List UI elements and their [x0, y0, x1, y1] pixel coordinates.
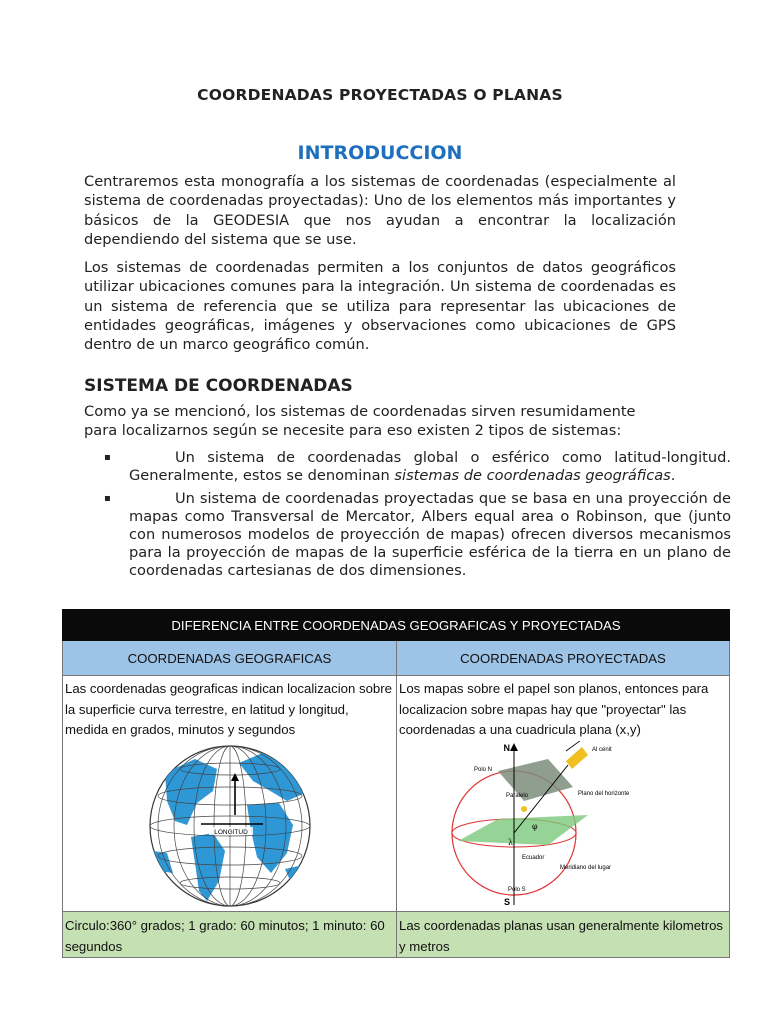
south-pole-label: Polo S	[508, 886, 526, 893]
projected-description: Los mapas sobre el papel son planos, entonces para localizacion sobre mapas hay que "proyectar" las coordenadas a una cuadricula plana (x,y)	[399, 681, 709, 737]
parallel-label: Paralelo	[506, 792, 529, 799]
globe-illustration	[147, 741, 313, 911]
bullet-marker: ▪	[104, 452, 111, 463]
comparison-table	[62, 609, 730, 958]
intro-heading: INTRODUCCION	[297, 142, 463, 164]
column-header-projected: COORDENADAS PROYECTADAS	[397, 641, 730, 676]
column-header-geographic: COORDENADAS GEOGRAFICAS	[63, 641, 397, 676]
projected-description-cell	[397, 676, 730, 912]
globe-longitude-label: LONGITUD	[213, 828, 248, 836]
section-heading: SISTEMA DE COORDENADAS	[84, 376, 353, 396]
phi-label: φ	[532, 821, 538, 831]
geographic-footer-cell: Circulo:360° grados; 1 grado: 60 minutos; 1 minuto: 60 segundos	[63, 911, 397, 957]
lambda-label: λ	[508, 837, 514, 847]
north-pole-label: Polo N	[474, 766, 493, 773]
cenit-label: Al cénit	[592, 746, 612, 753]
south-label: S	[503, 896, 510, 907]
bullet-item-geographic	[84, 449, 731, 485]
meridian-label: Meridiano del lugar	[560, 864, 612, 871]
projected-footer-cell: Las coordenadas planas usan generalmente kilometros y metros	[397, 911, 730, 957]
projection-diagram	[438, 741, 688, 911]
bullet-item-projected	[84, 490, 731, 580]
horizon-plane-label: Plano del horizonte	[578, 790, 630, 797]
bullet-text: Un sistema de coordenadas global o esférico como latitud-longitud. Generalmente, estos se denominan sistemas de coordenadas geográficas.	[129, 449, 731, 484]
table-title: DIFERENCIA ENTRE COORDENADAS GEOGRAFICAS Y PROYECTADAS	[63, 610, 730, 641]
bullet-marker: ▪	[104, 493, 111, 504]
north-label: N	[503, 742, 510, 753]
intro-paragraph-1: Centraremos esta monografía a los sistemas de coordenadas (especialmente al sistema de coordenadas proyectadas): Uno de los elementos más importantes y básicos de la GEODESIA que nos ayudan a encontrar la localización dependiendo del sistema que se use.	[84, 173, 676, 248]
bullet-text: Un sistema de coordenadas proyectadas que se basa en una proyección de mapas como Transversal de Mercator, Albers equal area o Robinson, que (junto con numerosos modelos de proyección de mapas) ofrecen diversos mecanismos para la proyección de mapas de la superficie esférica de la tierra en un plano de coordenadas cartesianas de dos dimensiones.	[129, 490, 731, 579]
italic-term: sistemas de coordenadas geográficas	[394, 467, 671, 484]
document-title: COORDENADAS PROYECTADAS O PLANAS	[197, 86, 563, 104]
intro-paragraph-2: Los sistemas de coordenadas permiten a los conjuntos de datos geográficos utilizar ubicaciones comunes para la integración. Un sistema de coordenadas es un sistema de referencia que se utiliza para representar las ubicaciones de entidades geográficas, imágenes y observaciones como ubicaciones de GPS dentro de un marco geográfico común.	[84, 259, 676, 354]
equator-label: Ecuador	[522, 854, 545, 861]
geographic-description-cell	[63, 676, 397, 912]
geographic-description: Las coordenadas geograficas indican localizacion sobre la superficie curva terrestre, en latitud y longitud, medida en grados, minutos y segundos	[65, 681, 392, 737]
section-intro-paragraph: Como ya se mencionó, los sistemas de coordenadas sirven resumidamente para localizarnos según se necesite para eso existen 2 tipos de sistemas:	[84, 403, 636, 440]
